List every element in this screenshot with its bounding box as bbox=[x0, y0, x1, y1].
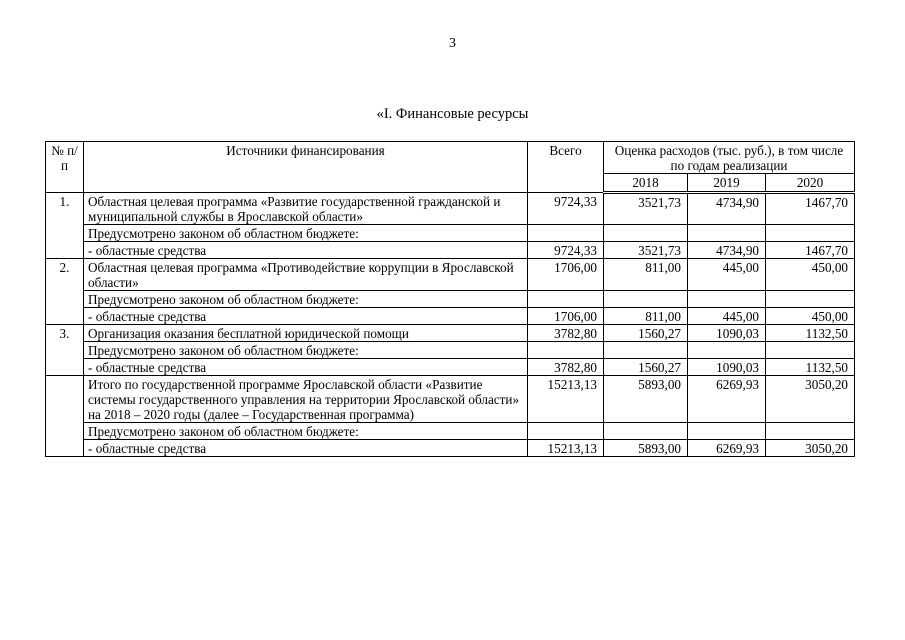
sub-value-2018: 1560,27 bbox=[604, 359, 688, 376]
sub-value-2020: 1132,50 bbox=[766, 359, 855, 376]
sub-value-2018: 811,00 bbox=[604, 308, 688, 325]
table-row-total bbox=[46, 376, 855, 423]
value-total: 9724,33 bbox=[528, 193, 604, 225]
header-estimate: Оценка расходов (тыс. руб.), в том числе по годам реализации bbox=[604, 142, 855, 174]
value-2019: 4734,90 bbox=[688, 193, 766, 225]
total-value-2020: 3050,20 bbox=[766, 376, 855, 423]
total-value-2019: 6269,93 bbox=[688, 376, 766, 423]
sub-value-2019: 4734,90 bbox=[688, 242, 766, 259]
sub-label: - областные средства bbox=[84, 359, 528, 376]
total-value-total: 15213,13 bbox=[528, 376, 604, 423]
table-row bbox=[46, 423, 855, 440]
section-title: «I. Финансовые ресурсы bbox=[376, 106, 529, 122]
sub-value-2020: 1467,70 bbox=[766, 242, 855, 259]
header-year-2020: 2020 bbox=[766, 174, 855, 193]
provided-label: Предусмотрено законом об областном бюджете: bbox=[84, 423, 528, 440]
sub-value-total: 3782,80 bbox=[528, 359, 604, 376]
value-2020: 450,00 bbox=[766, 259, 855, 291]
value-2019: 1090,03 bbox=[688, 325, 766, 342]
sub-value-2019: 445,00 bbox=[688, 308, 766, 325]
value-2020: 1467,70 bbox=[766, 193, 855, 225]
total-sub-value-total: 15213,13 bbox=[528, 440, 604, 457]
value-2018: 811,00 bbox=[604, 259, 688, 291]
header-year-2019: 2019 bbox=[688, 174, 766, 193]
total-source-name: Итого по государственной программе Ярославской области «Развитие системы государственного управления на территории Ярославской области» на 2018 – 2020 годы (далее – Государственная программа) bbox=[84, 376, 528, 423]
header-total: Всего bbox=[528, 142, 604, 193]
table-row bbox=[46, 308, 855, 325]
table-row bbox=[46, 193, 855, 225]
table-row bbox=[46, 325, 855, 342]
value-total: 1706,00 bbox=[528, 259, 604, 291]
row-num: 1. bbox=[46, 193, 84, 259]
value-2020: 1132,50 bbox=[766, 325, 855, 342]
total-sub-value-2020: 3050,20 bbox=[766, 440, 855, 457]
total-sub-value-2019: 6269,93 bbox=[688, 440, 766, 457]
sub-label: - областные средства bbox=[84, 308, 528, 325]
value-total: 3782,80 bbox=[528, 325, 604, 342]
table-row bbox=[46, 342, 855, 359]
table-row bbox=[46, 291, 855, 308]
sub-value-total: 1706,00 bbox=[528, 308, 604, 325]
total-sub-value-2018: 5893,00 bbox=[604, 440, 688, 457]
value-2018: 3521,73 bbox=[604, 193, 688, 225]
sub-value-total: 9724,33 bbox=[528, 242, 604, 259]
value-2019: 445,00 bbox=[688, 259, 766, 291]
header-year-2018: 2018 bbox=[604, 174, 688, 193]
table-row bbox=[46, 440, 855, 457]
header-source: Источники финансирования bbox=[84, 142, 528, 193]
sub-value-2018: 3521,73 bbox=[604, 242, 688, 259]
table-row bbox=[46, 259, 855, 291]
row-source-name: Областная целевая программа «Развитие государственной гражданской и муниципальной службы в Ярославской области» bbox=[84, 193, 528, 225]
table-row bbox=[46, 242, 855, 259]
row-source-name: Организация оказания бесплатной юридической помощи bbox=[84, 325, 528, 342]
row-num-empty bbox=[46, 376, 84, 457]
provided-label: Предусмотрено законом об областном бюджете: bbox=[84, 342, 528, 359]
table-row bbox=[46, 225, 855, 242]
total-value-2018: 5893,00 bbox=[604, 376, 688, 423]
row-num: 2. bbox=[46, 259, 84, 325]
provided-label: Предусмотрено законом об областном бюджете: bbox=[84, 225, 528, 242]
provided-label: Предусмотрено законом об областном бюджете: bbox=[84, 291, 528, 308]
sub-value-2019: 1090,03 bbox=[688, 359, 766, 376]
row-source-name: Областная целевая программа «Противодействие коррупции в Ярославской области» bbox=[84, 259, 528, 291]
row-num: 3. bbox=[46, 325, 84, 376]
sub-label: - областные средства bbox=[84, 440, 528, 457]
header-num: № п/п bbox=[46, 142, 84, 193]
page-number: 3 bbox=[449, 36, 456, 51]
financing-table bbox=[45, 141, 855, 457]
sub-label: - областные средства bbox=[84, 242, 528, 259]
table-row bbox=[46, 359, 855, 376]
value-2018: 1560,27 bbox=[604, 325, 688, 342]
sub-value-2020: 450,00 bbox=[766, 308, 855, 325]
